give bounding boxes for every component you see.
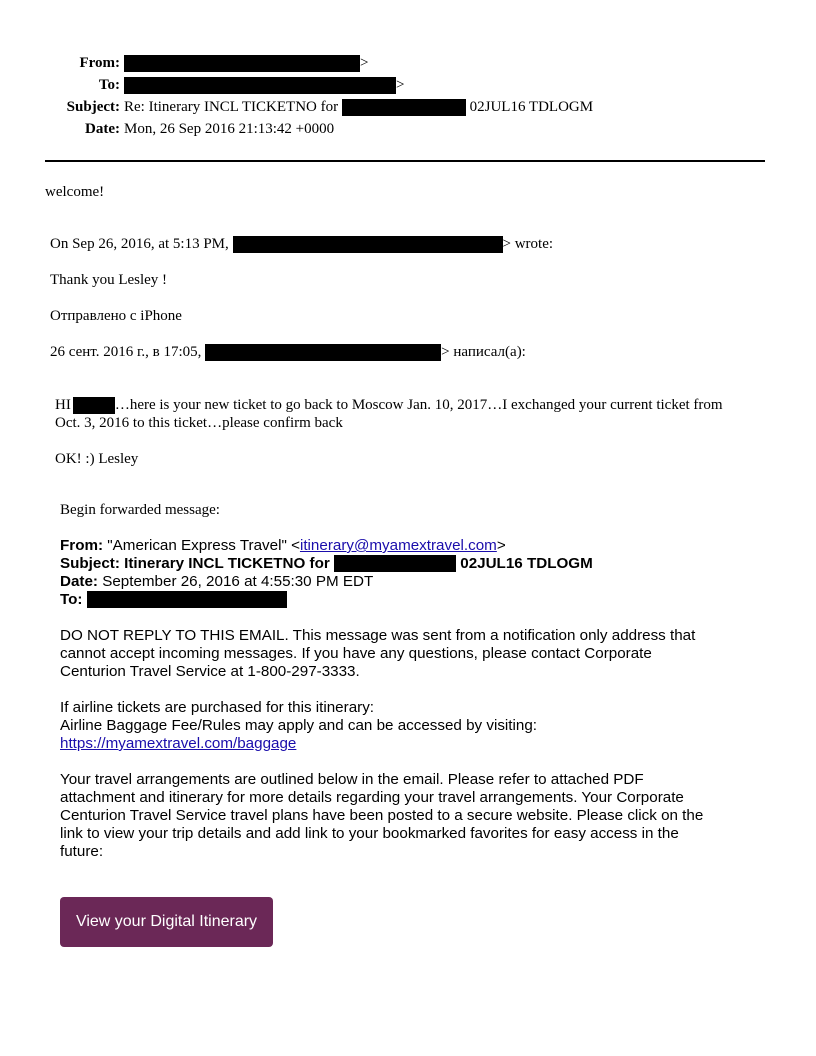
fwd-to-row xyxy=(60,591,287,609)
subject-suffix: 02JUL16 TDLOGM xyxy=(469,99,594,115)
fwd-from-label: From: xyxy=(60,537,104,554)
fwd-subject-label: Subject: xyxy=(60,555,120,572)
redacted-quote1-sender xyxy=(233,236,503,253)
subject-prefix: Re: Itinerary INCL TICKETNO for xyxy=(124,99,339,115)
baggage-link[interactable]: https://myamextravel.com/baggage xyxy=(60,735,297,752)
fwd-from-row xyxy=(60,537,506,555)
hi-prefix: HI xyxy=(55,397,71,413)
thanks-text: Thank you Lesley ! xyxy=(50,272,168,288)
sent-from-text: Отправлено с iPhone xyxy=(50,308,182,324)
quote1-prefix: On Sep 26, 2016, at 5:13 PM, xyxy=(50,236,229,252)
baggage-line-1: If airline tickets are purchased for this itinerary: xyxy=(60,699,375,716)
fwd-date-row xyxy=(60,573,373,591)
arrangements-line-1: Your travel arrangements are outlined below in the email. Please refer to attached PDF xyxy=(60,771,644,788)
date-value: Mon, 26 Sep 2016 21:13:42 +0000 xyxy=(124,121,335,137)
redacted-from xyxy=(124,55,360,72)
fwd-date-label: Date: xyxy=(60,573,98,590)
redacted-subject-name xyxy=(342,99,466,116)
subject-label: Subject: xyxy=(66,99,120,115)
fwd-from-email-link[interactable]: itinerary@myamextravel.com xyxy=(299,537,497,554)
quote1-line xyxy=(50,235,553,253)
hi-line-1 xyxy=(55,396,723,414)
fwd-from-name: "American Express Travel" < xyxy=(107,537,300,554)
redacted-to xyxy=(124,77,396,94)
begin-forwarded-text: Begin forwarded message: xyxy=(60,502,220,518)
redacted-recipient-name xyxy=(73,397,115,414)
arrangements-paragraph xyxy=(60,771,760,861)
redacted-fwd-subject-name xyxy=(334,555,456,572)
fwd-date-value: September 26, 2016 at 4:55:30 PM EDT xyxy=(102,573,374,590)
arrangements-line-5: future: xyxy=(60,843,104,860)
arrangements-line-4: link to view your trip details and add link to your bookmarked favorites for easy access in the xyxy=(60,825,679,842)
notice-paragraph xyxy=(60,627,760,681)
fwd-from-close: > xyxy=(496,537,506,554)
to-label: To: xyxy=(98,77,120,93)
redacted-fwd-to xyxy=(87,591,287,608)
view-digital-itinerary-button[interactable] xyxy=(60,897,273,947)
from-label: From: xyxy=(79,55,120,71)
fwd-subject-suffix: 02JUL16 TDLOGM xyxy=(460,555,593,572)
to-suffix: > xyxy=(396,77,405,93)
quote2-line xyxy=(50,343,526,361)
hi-line-2: Oct. 3, 2016 to this ticket…please confirm back xyxy=(55,415,343,431)
view-digital-itinerary-label: View your Digital Itinerary xyxy=(75,913,258,930)
arrangements-line-2: attachment and itinerary for more details regarding your travel arrangements. Your Corporate xyxy=(60,789,684,806)
redacted-quote2-sender xyxy=(205,344,441,361)
arrangements-line-3: Centurion Travel Service travel plans have been posted to a secure website. Please click on the xyxy=(60,807,704,824)
welcome-text: welcome! xyxy=(45,184,105,200)
fwd-to-label: To: xyxy=(60,591,83,608)
fwd-subject-prefix: Itinerary INCL TICKETNO for xyxy=(124,555,330,572)
hi-line1-text: …here is your new ticket to go back to Moscow Jan. 10, 2017…I exchanged your current ticket from xyxy=(114,397,723,413)
notice-line-1: DO NOT REPLY TO THIS EMAIL. This message was sent from a notification only address that xyxy=(60,627,696,644)
notice-line-3: Centurion Travel Service at 1-800-297-3333. xyxy=(60,663,360,680)
ok-text: OK! :) Lesley xyxy=(55,451,139,467)
quote2-prefix: 26 сент. 2016 г., в 17:05, xyxy=(50,344,202,360)
baggage-paragraph xyxy=(60,699,760,753)
header-divider xyxy=(45,160,765,162)
quote1-suffix: > wrote: xyxy=(502,236,554,252)
date-label: Date: xyxy=(85,121,120,137)
quote2-suffix: > написал(а): xyxy=(441,344,526,360)
fwd-subject-row xyxy=(60,555,593,573)
baggage-line-2: Airline Baggage Fee/Rules may apply and can be accessed by visiting: xyxy=(60,717,537,734)
notice-line-2: cannot accept incoming messages. If you have any questions, please contact Corporate xyxy=(60,645,652,662)
from-suffix: > xyxy=(360,55,369,71)
